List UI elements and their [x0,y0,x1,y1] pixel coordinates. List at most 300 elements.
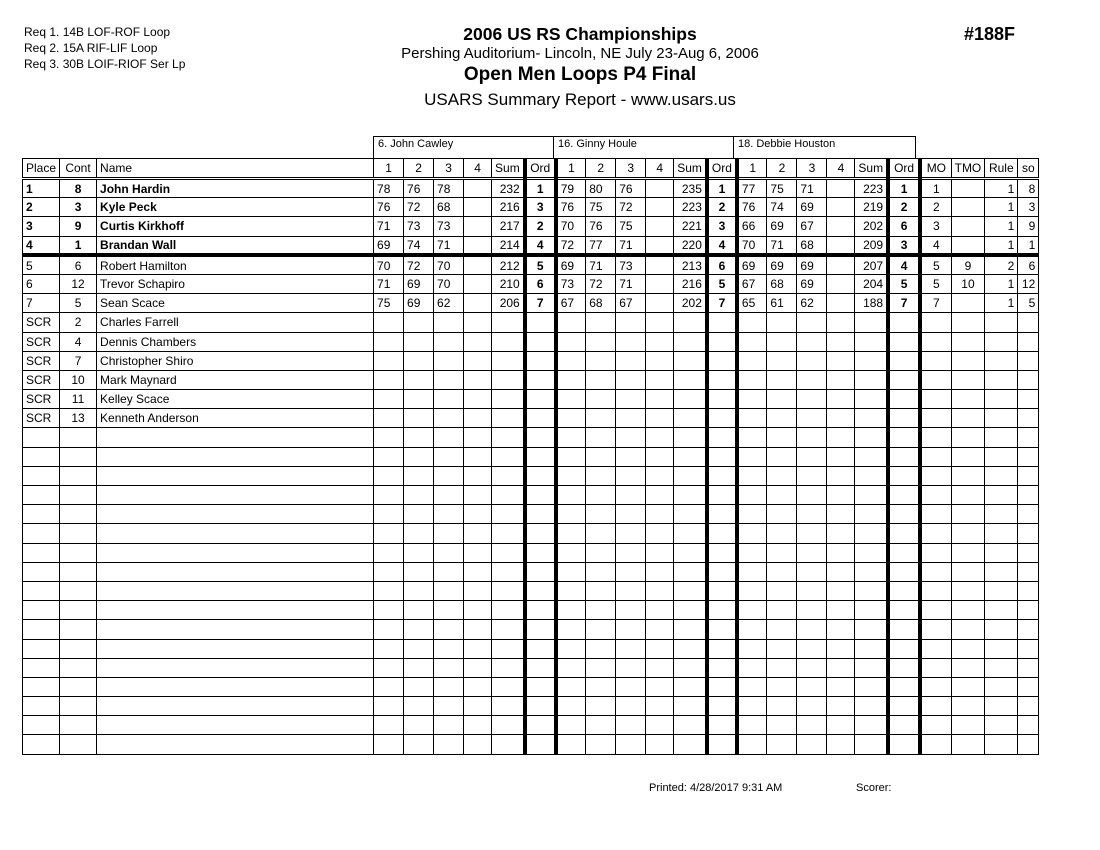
rule-cell [985,447,1018,466]
judge-3-score-4 [827,274,855,293]
judge-2-ordinal [707,639,737,658]
name-cell: Kyle Peck [97,198,374,217]
table-row [23,447,1039,466]
table-row [23,505,1039,524]
judge-2-score-1 [556,351,586,370]
judge-3-sum [855,697,888,716]
judge-1-score-2 [404,351,434,370]
judge-1-score-2: 69 [404,294,434,313]
judge-3-score-2 [767,313,797,332]
judge-2-header: 16. Ginny Houle [553,136,734,158]
mo-cell [920,658,951,677]
judge-1-score-1 [374,351,404,370]
place-cell [23,486,60,505]
judge-1-ordinal [525,370,556,389]
judge-2-score-2: 76 [586,217,616,236]
place-cell: SCR [23,332,60,351]
place-cell [23,677,60,696]
cont-cell [60,428,97,447]
mo-cell: 5 [920,255,951,274]
mo-cell: 4 [920,236,951,255]
judge-2-sum [674,447,707,466]
judge-3-score-4 [827,562,855,581]
judge-3-score-3 [797,390,827,409]
judge-2-ordinal [707,697,737,716]
so-cell [1018,351,1039,370]
cont-cell: 13 [60,409,97,428]
judge-3-ordinal: 6 [888,217,920,236]
judge-2-score-4 [646,524,674,543]
judge-1-score-3 [434,428,464,447]
judge-1-ordinal [525,486,556,505]
scorer-label: Scorer: [856,782,892,794]
tmo-cell [951,217,985,236]
tmo-cell [951,409,985,428]
judge-2-sum [674,390,707,409]
judge-1-score-4 [464,255,492,274]
judge-2-sum [674,658,707,677]
judge-3-score-2 [767,332,797,351]
judge-1-score-2 [404,428,434,447]
tmo-cell [951,390,985,409]
rule-cell [985,601,1018,620]
judge-3-score-3 [797,562,827,581]
judge-2-score-4 [646,236,674,255]
judge-2-score-3 [616,409,646,428]
judge-2-score-1 [556,524,586,543]
so-cell: 1 [1018,236,1039,255]
judge-2-sum: 235 [674,179,707,198]
judge-1-score-1 [374,601,404,620]
results-table [22,158,1039,755]
judge-2-ordinal [707,466,737,485]
judge-3-score-2: 68 [767,274,797,293]
judge-2-score-1: 79 [556,179,586,198]
judge-1-score-3 [434,677,464,696]
judge-2-score-4 [646,217,674,236]
tmo-cell [951,179,985,198]
column-header-row [23,159,1039,179]
judge-3-sum: 219 [855,198,888,217]
judge-2-score-4 [646,543,674,562]
judge-1-score-1 [374,639,404,658]
judge-3-ordinal [888,735,920,754]
mo-cell [920,390,951,409]
rule-cell [985,581,1018,600]
judge-1-ordinal [525,447,556,466]
judge-3-score-2 [767,697,797,716]
judge-2-sum [674,351,707,370]
judge-2-score-2 [586,639,616,658]
judge-3-score-4 [827,351,855,370]
judge-1-score-3 [434,601,464,620]
judge-2-score-2 [586,543,616,562]
judge-1-score-2 [404,601,434,620]
judge-1-ordinal [525,313,556,332]
judge-1-score-4 [464,294,492,313]
judge-1-sum: 206 [492,294,525,313]
judge-2-sum [674,581,707,600]
judge-2-score-3 [616,313,646,332]
judge-3-ordinal [888,697,920,716]
mo-cell [920,505,951,524]
judge-2-score-1 [556,486,586,505]
so-cell [1018,370,1039,389]
judge-1-score-4 [464,428,492,447]
event-code: #188F [964,24,1016,44]
judge-3-ordinal: 3 [888,236,920,255]
judge-3-score-4 [827,313,855,332]
judge-2-score-4 [646,639,674,658]
judge-3-score-1 [737,313,767,332]
judge-2-ordinal: 2 [707,198,737,217]
judge-1-ordinal: 6 [525,274,556,293]
tmo-cell [951,697,985,716]
name-cell: Kelley Scace [97,390,374,409]
judge-2-score-3 [616,658,646,677]
judge-2-ordinal [707,409,737,428]
judge-2-score-4 [646,697,674,716]
table-row [23,409,1039,428]
judge-2-score-3 [616,332,646,351]
name-cell: Mark Maynard [97,370,374,389]
judge-1-sum [492,390,525,409]
rule-cell [985,428,1018,447]
mo-cell [920,697,951,716]
col-mo: MO [920,159,951,179]
judge-3-score-4 [827,697,855,716]
table-row [23,639,1039,658]
judge-3-score-1 [737,735,767,754]
judge-1-score-2 [404,447,434,466]
judge-1-score-3 [434,620,464,639]
judge-3-ordinal [888,601,920,620]
judge-2-score-4 [646,198,674,217]
table-row [23,274,1039,293]
judge-2-ordinal [707,543,737,562]
judge-2-score-1: 67 [556,294,586,313]
tmo-cell [951,581,985,600]
so-cell [1018,543,1039,562]
judge-2-score-2 [586,601,616,620]
place-cell: SCR [23,313,60,332]
tmo-cell: 10 [951,274,985,293]
tmo-cell [951,524,985,543]
judge-1-ordinal: 1 [525,179,556,198]
judge-3-ordinal [888,351,920,370]
judge-3-score-1: 65 [737,294,767,313]
judge-1-score-2 [404,486,434,505]
mo-cell [920,581,951,600]
judge-1-score-4 [464,620,492,639]
cont-cell: 3 [60,198,97,217]
judge-1-score-2: 69 [404,274,434,293]
judge-3-score-3 [797,313,827,332]
judge-2-score-3 [616,677,646,696]
judge-1-score-2: 72 [404,198,434,217]
judge-3-score-2 [767,735,797,754]
judge-1-score-4 [464,390,492,409]
judge-3-score-4 [827,428,855,447]
tmo-cell [951,351,985,370]
judge-2-sum: 202 [674,294,707,313]
judge-2-score-4 [646,390,674,409]
tmo-cell [951,428,985,447]
judge-2-score-2: 77 [586,236,616,255]
name-cell: Dennis Chambers [97,332,374,351]
name-cell [97,447,374,466]
judge-3-ordinal [888,562,920,581]
judge-2-score-3: 67 [616,294,646,313]
name-cell [97,505,374,524]
judge-2-score-3 [616,466,646,485]
tmo-cell [951,370,985,389]
judge-3-score-2 [767,486,797,505]
judge-3-score-1 [737,697,767,716]
judge-3-score-3: 67 [797,217,827,236]
place-cell: 2 [23,198,60,217]
judge-2-score-2: 75 [586,198,616,217]
judge-2-score-4 [646,447,674,466]
table-row [23,620,1039,639]
judge-2-sum [674,409,707,428]
judge-2-ordinal [707,351,737,370]
judge-1-ordinal: 4 [525,236,556,255]
cont-cell [60,677,97,696]
name-cell [97,486,374,505]
judge-1-score-1: 71 [374,217,404,236]
judge-3-score-2 [767,639,797,658]
judge-3-score-1 [737,601,767,620]
tmo-cell [951,505,985,524]
judge-1-score-4 [464,562,492,581]
judge-2-score-1 [556,601,586,620]
table-row [23,255,1039,274]
judge-3-sum [855,351,888,370]
mo-cell [920,716,951,735]
cont-cell: 4 [60,332,97,351]
name-cell [97,677,374,696]
name-cell [97,697,374,716]
so-cell [1018,466,1039,485]
requirement-1: Req 1. 14B LOF-ROF Loop [24,25,171,39]
judge-2-score-4 [646,581,674,600]
mo-cell [920,601,951,620]
j2-col-3: 3 [616,159,646,179]
judge-1-sum [492,620,525,639]
judge-3-score-1 [737,505,767,524]
judge-3-score-1 [737,332,767,351]
judge-2-score-1 [556,620,586,639]
judge-3-score-4 [827,217,855,236]
rule-cell: 2 [985,255,1018,274]
judge-2-score-1: 69 [556,255,586,274]
judge-1-score-4 [464,639,492,658]
judge-3-ordinal [888,486,920,505]
judge-2-score-3: 71 [616,274,646,293]
judge-1-score-1 [374,447,404,466]
j3-col-2: 2 [767,159,797,179]
judge-2-sum [674,505,707,524]
name-cell: Kenneth Anderson [97,409,374,428]
rule-cell: 1 [985,274,1018,293]
judge-1-score-3 [434,486,464,505]
rule-cell [985,658,1018,677]
rule-cell [985,639,1018,658]
mo-cell: 2 [920,198,951,217]
mo-cell [920,428,951,447]
j1-col-1: 1 [374,159,404,179]
tmo-cell [951,716,985,735]
cont-cell [60,447,97,466]
judge-3-score-3 [797,505,827,524]
so-cell [1018,601,1039,620]
mo-cell [920,735,951,754]
so-cell: 6 [1018,255,1039,274]
cont-cell [60,639,97,658]
judge-1-score-4 [464,409,492,428]
judge-3-sum: 188 [855,294,888,313]
judge-2-score-4 [646,505,674,524]
judge-1-score-4 [464,332,492,351]
table-row [23,217,1039,236]
judge-1-score-1 [374,313,404,332]
judge-2-score-1: 73 [556,274,586,293]
judge-1-ordinal [525,524,556,543]
table-row [23,677,1039,696]
tmo-cell [951,735,985,754]
name-cell: Sean Scace [97,294,374,313]
so-cell: 12 [1018,274,1039,293]
judge-2-score-2 [586,620,616,639]
judge-1-score-4 [464,274,492,293]
judge-1-score-2 [404,543,434,562]
judge-1-score-4 [464,351,492,370]
cont-cell [60,486,97,505]
judge-3-score-2 [767,447,797,466]
judge-1-score-4 [464,735,492,754]
judge-2-score-1 [556,332,586,351]
judge-3-score-4 [827,620,855,639]
table-row [23,601,1039,620]
judge-1-score-3: 71 [434,236,464,255]
judge-3-score-3 [797,697,827,716]
judge-1-score-3 [434,409,464,428]
judge-3-score-1 [737,428,767,447]
cont-cell: 1 [60,236,97,255]
judge-2-score-4 [646,486,674,505]
judge-3-sum [855,390,888,409]
judge-1-ordinal [525,735,556,754]
place-cell [23,562,60,581]
cont-cell [60,562,97,581]
judge-2-score-4 [646,313,674,332]
judge-2-score-4 [646,370,674,389]
judge-2-score-4 [646,677,674,696]
judge-3-sum [855,447,888,466]
judge-1-ordinal [525,466,556,485]
judge-2-score-3 [616,581,646,600]
judge-3-score-3: 69 [797,274,827,293]
judge-1-score-4 [464,236,492,255]
mo-cell: 3 [920,217,951,236]
judge-2-score-3 [616,524,646,543]
judge-1-ordinal [525,716,556,735]
rule-cell: 1 [985,217,1018,236]
judge-3-score-4 [827,370,855,389]
judge-1-ordinal [525,658,556,677]
judge-1-score-1 [374,543,404,562]
judge-2-score-1: 76 [556,198,586,217]
cont-cell: 6 [60,255,97,274]
table-row [23,562,1039,581]
judge-3-score-3 [797,486,827,505]
judge-3-ordinal [888,639,920,658]
judge-3-score-2 [767,524,797,543]
judge-2-score-4 [646,601,674,620]
judge-3-score-2 [767,716,797,735]
judge-3-header: 18. Debbie Houston [733,136,916,158]
judge-2-score-2 [586,505,616,524]
judge-2-score-2 [586,716,616,735]
judge-1-score-2: 73 [404,217,434,236]
judge-1-score-3 [434,351,464,370]
judge-1-score-1 [374,486,404,505]
judge-1-score-3 [434,543,464,562]
cont-cell [60,697,97,716]
judge-1-sum: 216 [492,198,525,217]
report-subtitle: USARS Summary Report - www.usars.us [424,90,736,109]
judge-1-score-3 [434,639,464,658]
judge-1-sum [492,524,525,543]
judge-2-sum [674,428,707,447]
judge-3-score-2 [767,581,797,600]
judge-3-score-2: 71 [767,236,797,255]
judge-3-score-4 [827,486,855,505]
judge-2-ordinal [707,658,737,677]
judge-2-ordinal [707,735,737,754]
cont-cell [60,716,97,735]
judge-3-score-4 [827,294,855,313]
judge-1-sum [492,428,525,447]
judge-1-score-3: 70 [434,255,464,274]
judge-3-score-4 [827,716,855,735]
judge-3-score-1 [737,716,767,735]
judge-3-score-2: 69 [767,255,797,274]
rule-cell: 1 [985,236,1018,255]
judge-1-sum: 210 [492,274,525,293]
rule-cell [985,716,1018,735]
cont-cell: 7 [60,351,97,370]
judge-3-sum [855,332,888,351]
judge-1-score-4 [464,677,492,696]
judge-3-ordinal: 2 [888,198,920,217]
rule-cell [985,697,1018,716]
judge-2-score-2 [586,390,616,409]
judge-2-score-4 [646,409,674,428]
judge-1-score-3 [434,735,464,754]
judge-1-score-2 [404,620,434,639]
cont-cell: 9 [60,217,97,236]
judge-1-sum [492,677,525,696]
judge-2-score-1: 70 [556,217,586,236]
judge-2-ordinal [707,562,737,581]
judge-1-ordinal [525,332,556,351]
tmo-cell [951,620,985,639]
table-row [23,735,1039,754]
cont-cell [60,505,97,524]
tmo-cell [951,543,985,562]
